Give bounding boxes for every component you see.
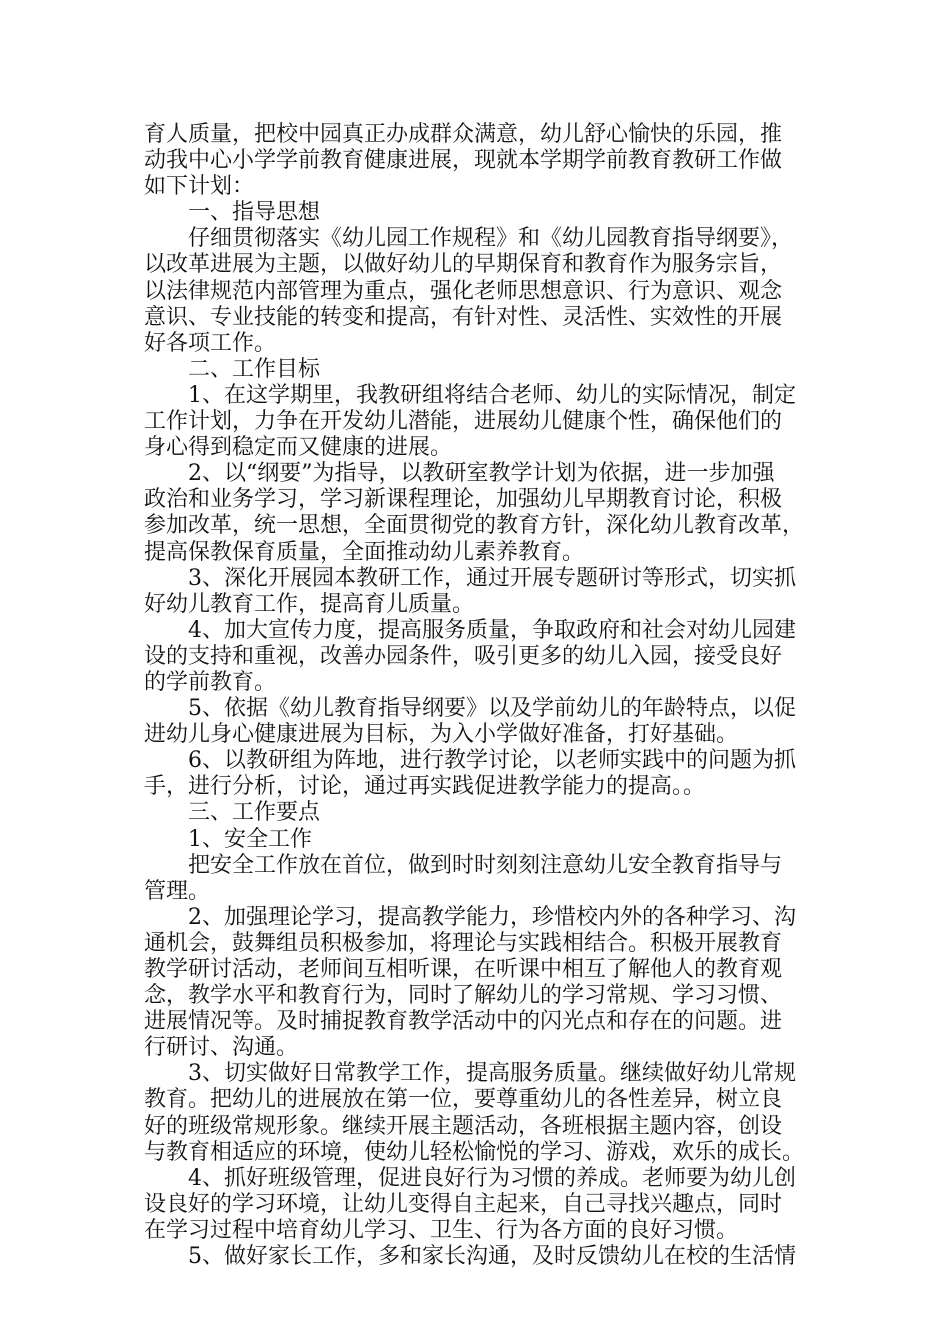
text-line: 三、工作要点 [144,800,321,826]
text-line: 与教育相适应的环境，使幼儿轻松愉悦的学习、游戏，欢乐的成长。 [144,1139,805,1165]
text-line: 好幼儿教育工作，提高育儿质量。 [144,591,475,617]
text-line: 意识、专业技能的转变和提高，有针对性、灵活性、实效性的开展 [144,304,783,330]
text-line: 进幼儿身心健康进展为目标，为入小学做好准备，打好基础。 [144,722,739,748]
text-line: 手，进行分析，讨论，通过再实践促进教学能力的提高。。 [144,774,706,800]
text-line: 5、依据《幼儿教育指导纲要》以及学前幼儿的年龄特点，以促 [144,696,796,722]
text-line: 身心得到稳定而又健康的进展。 [144,435,453,461]
text-line: 进展情况等。及时捕捉教育教学活动中的闪光点和存在的问题。进 [144,1009,783,1035]
text-line: 好的班级常规形象。继续开展主题活动，各班根据主题内容，创设 [144,1113,783,1139]
text-line: 1、安全工作 [144,826,312,852]
text-line: 教育。把幼儿的进展放在第一位，要尊重幼儿的各性差异，树立良 [144,1087,783,1113]
text-line: 2、加强理论学习，提高教学能力，珍惜校内外的各种学习、沟 [144,904,796,930]
text-line: 6、以教研组为阵地，进行教学讨论，以老师实践中的问题为抓 [144,748,796,774]
text-line: 通机会，鼓舞组员积极参加，将理论与实践相结合。积极开展教育 [144,930,783,956]
text-line: 参加改革，统一思想，全面贯彻党的教育方针，深化幼儿教育改革， [144,513,805,539]
text-line: 一、指导思想 [144,200,321,226]
text-line: 以法律规范内部管理为重点，强化老师思想意识、行为意识、观念 [144,278,783,304]
text-line: 仔细贯彻落实《幼儿园工作规程》和《幼儿园教育指导纲要》， [144,226,794,252]
text-line: 工作计划，力争在开发幼儿潜能，进展幼儿健康个性，确保他们的 [144,409,783,435]
text-line: 行研讨、沟通。 [144,1035,299,1061]
text-line: 如下计划： [144,174,255,200]
document-text-body [144,122,816,1270]
text-line: 以改革进展为主题，以做好幼儿的早期保育和教育作为服务宗旨， [144,252,783,278]
text-line: 的学前教育。 [144,669,277,695]
text-line: 设的支持和重视，改善办园条件，吸引更多的幼儿入园，接受良好 [144,643,783,669]
text-line: 3、深化开展园本教研工作，通过开展专题研讨等形式，切实抓 [144,565,796,591]
text-line: 设良好的学习环境，让幼儿变得自主起来，自己寻找兴趣点，同时 [144,1191,783,1217]
text-line: 管理。 [144,878,211,904]
text-line: 3、切实做好日常教学工作，提高服务质量。继续做好幼儿常规 [144,1061,796,1087]
text-line: 好各项工作。 [144,330,277,356]
text-line: 把安全工作放在首位，做到时时刻刻注意幼儿安全教育指导与 [144,852,783,878]
text-line: 2、以“纲要”为指导，以教研室教学计划为依据，进一步加强 [144,461,775,487]
text-line: 在学习过程中培育幼儿学习、卫生、行为各方面的良好习惯。 [144,1217,739,1243]
text-line: 4、加大宣传力度，提高服务质量，争取政府和社会对幼儿园建 [144,617,796,643]
text-line: 教学研讨活动，老师间互相听课，在听课中相互了解他人的教育观 [144,957,783,982]
text-line: 二、工作目标 [144,356,321,382]
text-line: 政治和业务学习，学习新课程理论，加强幼儿早期教育讨论，积极 [144,487,783,513]
text-line: 1、在这学期里，我教研组将结合老师、幼儿的实际情况，制定 [144,382,796,408]
text-line: 动我中心小学学前教育健康进展，现就本学期学前教育教研工作做 [144,148,783,174]
text-line: 念，教学水平和教育行为，同时了解幼儿的学习常规、学习习惯、 [144,983,783,1009]
text-line: 提高保教保育质量，全面推动幼儿素养教育。 [144,539,585,565]
text-line: 4、抓好班级管理，促进良好行为习惯的养成。老师要为幼儿创 [144,1165,796,1191]
text-line: 育人质量，把校中园真正办成群众满意，幼儿舒心愉快的乐园，推 [144,122,783,147]
text-line: 5、做好家长工作，多和家长沟通，及时反馈幼儿在校的生活情 [144,1244,796,1270]
